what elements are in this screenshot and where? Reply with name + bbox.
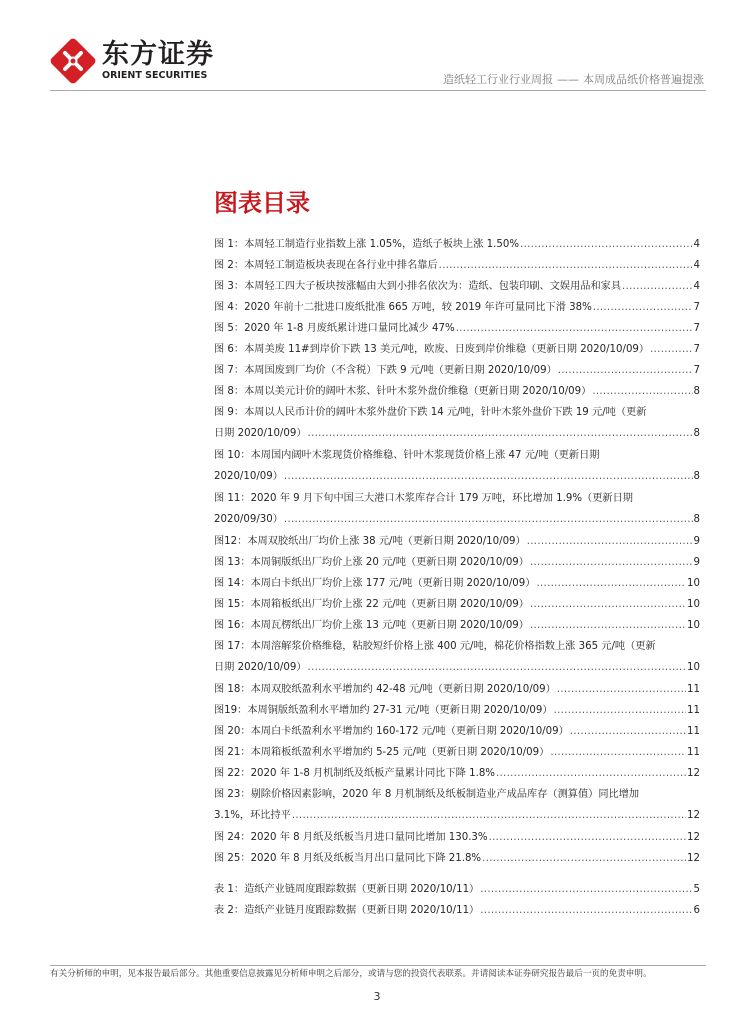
report-header xyxy=(443,73,704,87)
toc-leader-dots xyxy=(558,360,693,381)
toc-leader-dots xyxy=(480,879,692,900)
toc-entry-text: 图 15：本周箱板纸出厂均价上涨 22 元/吨（更新日期 2020/10/09） xyxy=(214,599,529,610)
toc-entry[interactable] xyxy=(214,488,700,530)
footer-divider xyxy=(50,965,706,966)
toc-entry[interactable] xyxy=(214,339,700,360)
toc-leader-dots xyxy=(530,615,686,636)
toc-entry-text: 图 3：本周轻工四大子板块按涨幅由大到小排名依次为：造纸、包装印刷、文娱用品和家具 xyxy=(214,281,622,292)
toc-entry[interactable] xyxy=(214,615,700,636)
toc-page-number: 11 xyxy=(687,726,700,737)
toc-entry[interactable] xyxy=(214,234,700,255)
footer-disclaimer: 有关分析师的申明，见本报告最后部分。其他重要信息披露见分析师申明之后部分，或请与您的投资代表联系。并请阅读本证券研究报告最后一页的免责申明。 xyxy=(50,969,652,979)
toc-entry-text: 图 24：2020 年 8 月纸及纸板当月进口量同比增加 130.3% xyxy=(214,832,488,843)
toc-entry[interactable] xyxy=(214,318,700,339)
toc-entry-text: 图 9：本周以人民币计价的阔叶木浆外盘价下跌 14 元/吨，针叶木浆外盘价下跌 19 元/吨（更新 xyxy=(214,407,647,418)
toc-entry[interactable] xyxy=(214,636,700,678)
page-number: 3 xyxy=(373,990,381,1003)
toc-leader-dots xyxy=(593,297,693,318)
toc-page-number: 4 xyxy=(693,260,700,271)
toc-entry[interactable] xyxy=(214,848,700,869)
toc-page-number: 7 xyxy=(693,365,700,376)
logo-chinese-name: 东方证券 xyxy=(102,39,214,70)
toc-page-number: 7 xyxy=(693,344,700,355)
toc-title: 图表目录 xyxy=(214,189,310,217)
toc-leader-dots xyxy=(622,276,692,297)
toc-entry[interactable] xyxy=(214,827,700,848)
toc-entry-text: 图 25：2020 年 8 月纸及纸板当月出口量同比下降 21.8% xyxy=(214,853,482,864)
toc-entry-text: 图19：本周铜版纸盈利水平增加约 27-31 元/吨（更新日期 2020/10/09） xyxy=(214,705,553,716)
toc-page-number: 8 xyxy=(693,471,700,482)
toc-page-number: 10 xyxy=(687,620,700,631)
toc-page-number: 5 xyxy=(693,884,700,895)
toc-entry-text: 表 1：造纸产业链周度跟踪数据（更新日期 2020/10/11） xyxy=(214,884,480,895)
company-logo xyxy=(50,38,220,88)
toc-entry-text: 图12：本周双胶纸出厂均价上涨 38 元/吨（更新日期 2020/10/09） xyxy=(214,536,526,547)
toc-entry-text: 图 22：2020 年 1-8 月机制纸及纸板产量累计同比下降 1.8% xyxy=(214,768,495,779)
toc-entry-text: 2020/09/30） xyxy=(214,514,283,525)
toc-entry-text: 表 2：造纸产业链月度跟踪数据（更新日期 2020/10/11） xyxy=(214,905,480,916)
toc-entry[interactable] xyxy=(214,531,700,552)
toc-entry[interactable] xyxy=(214,700,700,721)
toc-leader-dots xyxy=(284,509,693,530)
toc-page-number: 12 xyxy=(687,832,700,843)
toc-entry-text: 日期 2020/10/09） xyxy=(214,428,307,439)
header-separator: —— xyxy=(557,73,579,86)
toc-page-number: 9 xyxy=(693,557,700,568)
toc-page-number: 9 xyxy=(693,536,700,547)
toc-leader-dots xyxy=(530,594,686,615)
toc-entry[interactable] xyxy=(214,763,700,784)
toc-entry-text: 图 8：本周以美元计价的阔叶木浆、针叶木浆外盘价维稳（更新日期 2020/10/09） xyxy=(214,386,592,397)
toc-entry[interactable] xyxy=(214,402,700,444)
toc-page-number: 6 xyxy=(693,905,700,916)
toc-leader-dots xyxy=(456,318,693,339)
toc-entry[interactable] xyxy=(214,742,700,763)
toc-page-number: 8 xyxy=(693,514,700,525)
toc-leader-dots xyxy=(480,900,692,921)
toc-entry-text: 3.1%，环比持平 xyxy=(214,810,291,821)
toc-entry-text: 图 14：本周白卡纸出厂均价上涨 177 元/吨（更新日期 2020/10/09） xyxy=(214,578,536,589)
toc-leader-dots xyxy=(482,848,686,869)
toc-entry[interactable] xyxy=(214,381,700,402)
toc-entry-text: 图 13：本周铜版纸出厂均价上涨 20 元/吨（更新日期 2020/10/09） xyxy=(214,557,529,568)
report-title: 造纸轻工行业行业周报 xyxy=(443,73,553,86)
toc-entry-text: 图 11：2020 年 9 月下旬中国三大港口木浆库存合计 179 万吨，环比增加 1.9%（更新日期 xyxy=(214,493,633,504)
toc-leader-dots xyxy=(557,679,686,700)
toc-leader-dots xyxy=(439,255,693,276)
toc-leader-dots xyxy=(530,552,693,573)
toc-entry-text: 图 17：本周溶解浆价格维稳，粘胶短纤价格上涨 400 元/吨，棉花价格指数上涨 365 元/吨（更新 xyxy=(214,641,656,652)
orient-securities-logo-icon xyxy=(50,38,96,84)
toc-entry[interactable] xyxy=(214,900,700,921)
toc-page-number: 7 xyxy=(693,302,700,313)
toc-entry[interactable] xyxy=(214,679,700,700)
toc-leader-dots xyxy=(308,423,693,444)
toc-page-number: 7 xyxy=(693,323,700,334)
toc-entry[interactable] xyxy=(214,573,700,594)
toc-leader-dots xyxy=(527,531,693,552)
toc-entry-text: 2020/10/09） xyxy=(214,471,283,482)
toc-entry[interactable] xyxy=(214,276,700,297)
toc-page-number: 11 xyxy=(687,684,700,695)
toc-page-number: 10 xyxy=(687,599,700,610)
toc-leader-dots xyxy=(308,657,687,678)
toc-entry-text: 图 7：本周国废到厂均价（不含税）下跌 9 元/吨（更新日期 2020/10/09） xyxy=(214,365,557,376)
toc-page-number: 4 xyxy=(693,239,700,250)
toc-entry-text: 图 16：本周瓦楞纸出厂均价上涨 13 元/吨（更新日期 2020/10/09） xyxy=(214,620,529,631)
toc-entry-text: 图 5：2020 年 1-8 月废纸累计进口量同比减少 47% xyxy=(214,323,455,334)
toc-entry[interactable] xyxy=(214,721,700,742)
toc-leader-dots xyxy=(489,827,686,848)
toc-entry-text: 图 10：本周国内阔叶木浆现货价格维稳、针叶木浆现货价格上涨 47 元/吨（更新日期 xyxy=(214,450,600,461)
toc-leader-dots xyxy=(496,763,686,784)
toc-entry-text: 图 6：本周美废 11#到岸价下跌 13 美元/吨，欧废、日废到岸价维稳（更新日期 2020/10/09） xyxy=(214,344,650,355)
toc-entry[interactable] xyxy=(214,297,700,318)
toc-entry-text: 图 18：本周双胶纸盈利水平增加约 42-48 元/吨（更新日期 2020/10/09） xyxy=(214,684,556,695)
toc-page-number: 12 xyxy=(687,810,700,821)
toc-entry[interactable] xyxy=(214,784,700,826)
toc-page-number: 12 xyxy=(687,768,700,779)
toc-page-number: 4 xyxy=(693,281,700,292)
toc-entry[interactable] xyxy=(214,552,700,573)
toc-leader-dots xyxy=(592,381,692,402)
toc-page-number: 11 xyxy=(687,705,700,716)
toc-page-number: 11 xyxy=(687,747,700,758)
toc-leader-dots xyxy=(550,742,686,763)
toc-leader-dots xyxy=(284,466,693,487)
toc-leader-dots xyxy=(570,721,686,742)
toc-leader-dots xyxy=(650,339,692,360)
toc-leader-dots xyxy=(292,805,686,826)
toc-page-number: 8 xyxy=(693,428,700,439)
header-divider xyxy=(50,90,706,91)
toc-entry-text: 图 2：本周轻工制造板块表现在各行业中排名靠后 xyxy=(214,260,438,271)
logo-english-name: ORIENT SECURITIES xyxy=(102,70,208,81)
toc-entry-text: 图 23：剔除价格因素影响，2020 年 8 月机制纸及纸板制造业产成品库存（测算值）同比增加 xyxy=(214,789,640,800)
toc-leader-dots xyxy=(520,234,692,255)
toc-entry-text: 图 21：本周箱板纸盈利水平增加约 5-25 元/吨（更新日期 2020/10/09） xyxy=(214,747,550,758)
toc-entry-text: 图 1：本周轻工制造行业指数上涨 1.05%，造纸子板块上涨 1.50% xyxy=(214,239,520,250)
toc-entry-text: 图 4：2020 年前十二批进口废纸批准 665 万吨，较 2019 年许可量同比下滑 38% xyxy=(214,302,592,313)
report-subtitle: 本周成品纸价格普遍提涨 xyxy=(583,73,704,86)
toc-entry[interactable] xyxy=(214,879,700,900)
toc-page-number: 10 xyxy=(687,662,700,673)
toc-entry-text: 日期 2020/10/09） xyxy=(214,662,307,673)
toc-entry[interactable] xyxy=(214,360,700,381)
toc-leader-dots xyxy=(554,700,686,721)
toc-entry[interactable] xyxy=(214,445,700,487)
toc-page-number: 10 xyxy=(687,578,700,589)
toc-page-number: 12 xyxy=(687,853,700,864)
toc-page-number: 8 xyxy=(693,386,700,397)
toc-entry-text: 图 20：本周白卡纸盈利水平增加约 160-172 元/吨（更新日期 2020/10/09） xyxy=(214,726,569,737)
toc-entry[interactable] xyxy=(214,594,700,615)
toc-entry[interactable] xyxy=(214,255,700,276)
toc-leader-dots xyxy=(536,573,686,594)
